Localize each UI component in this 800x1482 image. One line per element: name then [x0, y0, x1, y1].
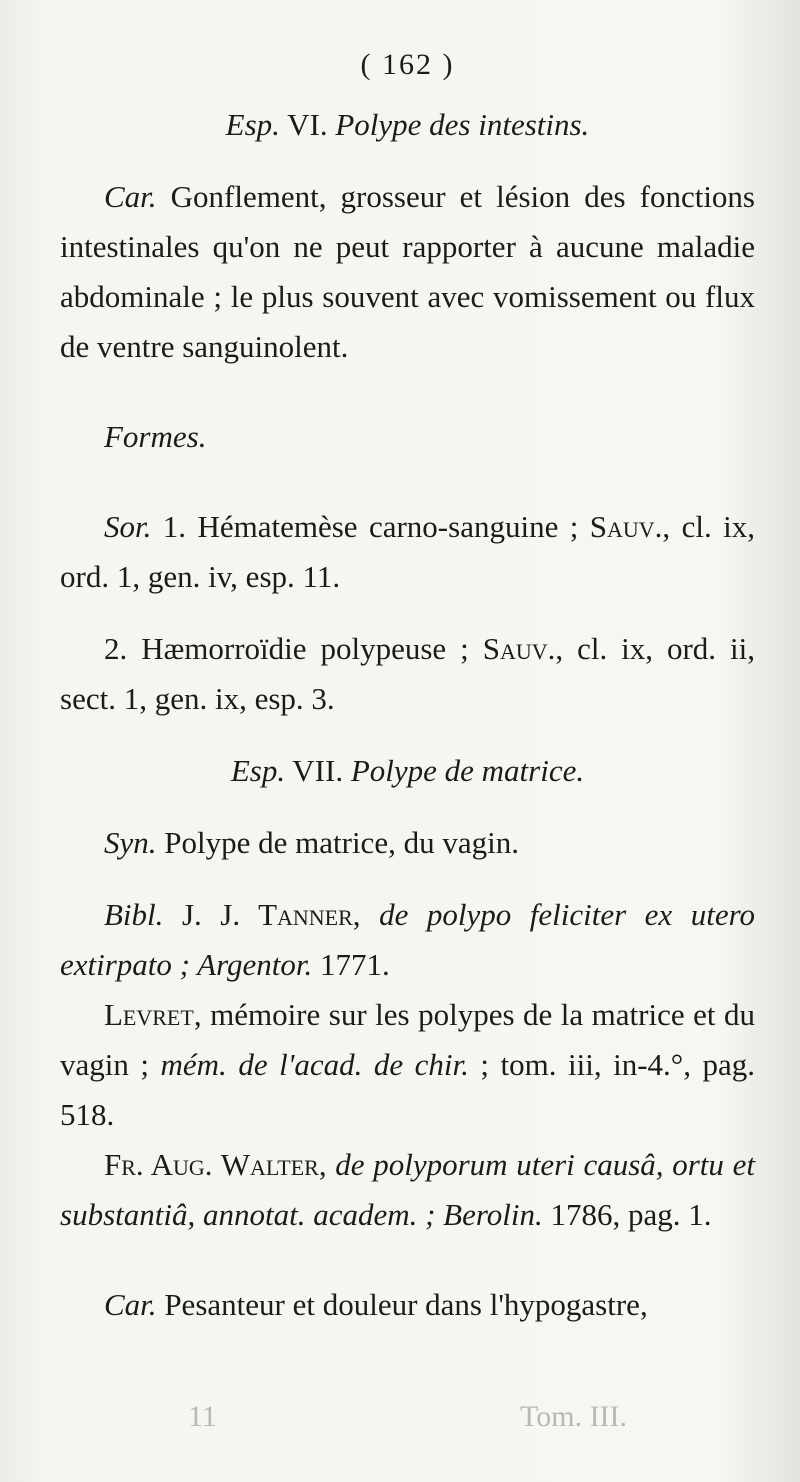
levret-journal: mém. de l'acad. de chir.	[160, 1047, 469, 1082]
car-text: Gonflement, grosseur et lésion des fonctions intestinales qu'on ne peut rapporter à aucune maladie abdominale ; le plus souvent avec vomissement ou flux de ventre sanguinolent.	[60, 179, 755, 364]
paragraph-bibl	[60, 890, 755, 990]
levret-text: , mémoire sur les polypes de la matrice et du vagin ;	[60, 997, 755, 1082]
paragraph-syn	[60, 818, 755, 868]
syn-label: Syn.	[104, 825, 157, 860]
paragraph-car-1	[60, 172, 755, 372]
bibl-year: 1771.	[312, 947, 390, 982]
bibl-label: Bibl.	[104, 897, 164, 932]
paragraph-sor-2	[60, 624, 755, 724]
signature-mark: 11	[188, 1400, 217, 1433]
esp7-label: Esp.	[230, 753, 286, 788]
walter-ref: 1786, pag. 1.	[542, 1197, 712, 1232]
car-label: Car.	[104, 179, 157, 214]
levret-author: Levret	[104, 997, 194, 1032]
esp7-title: Polype de matrice.	[350, 753, 585, 788]
sor1-sauv: Sauv.	[589, 509, 663, 544]
paragraph-levret	[60, 990, 755, 1140]
esp7-roman: VII.	[285, 753, 351, 788]
sor1-text: 1. Hématemèse carno-sanguine ;	[151, 509, 590, 544]
bibl-work: de polypo feliciter ex utero extirpato ; Argentor.	[60, 897, 756, 982]
walter-author: Fr. Aug. Walter	[104, 1147, 319, 1182]
sor2-text: 2. Hæmorroïdie polypeuse ;	[104, 631, 483, 666]
heading-formes	[60, 412, 755, 462]
heading-esp-vii	[60, 746, 755, 796]
bibl-sep: ,	[352, 897, 380, 932]
esp-title: Polype des intestins.	[335, 107, 590, 142]
paragraph-car-2	[60, 1280, 755, 1330]
walter-work: de polyporum uteri causâ, ortu et substantiâ, annotat. academ. ; Berolin.	[60, 1147, 755, 1232]
sor1-ref: , cl. ix, ord. 1, gen. iv, esp. 11.	[60, 509, 755, 594]
paragraph-walter	[60, 1140, 755, 1240]
bibl-author: J. J. Tanner	[163, 897, 353, 932]
tome-mark: Tom. III.	[520, 1400, 628, 1433]
formes-label: Formes.	[104, 419, 207, 454]
sor2-sauv: Sauv.	[482, 631, 556, 666]
heading-esp-vi	[60, 100, 755, 150]
sor2-ref: , cl. ix, ord. ii, sect. 1, gen. ix, esp. 3.	[60, 631, 755, 716]
car2-text: Pesanteur et douleur dans l'hypogastre,	[156, 1287, 648, 1322]
page-text	[60, 40, 755, 1330]
car2-label: Car.	[104, 1287, 157, 1322]
paragraph-sor-1	[60, 502, 755, 602]
page-footer	[0, 1400, 800, 1450]
syn-text: Polype de matrice, du vagin.	[156, 825, 519, 860]
sor-label: Sor.	[104, 509, 152, 544]
walter-sep: ,	[318, 1147, 336, 1182]
page-number: ( 162 )	[360, 48, 455, 81]
levret-ref: ; tom. iii, in-4.°, pag. 518.	[60, 1047, 755, 1132]
esp-roman: VI.	[279, 107, 336, 142]
esp-label: Esp.	[225, 107, 280, 142]
